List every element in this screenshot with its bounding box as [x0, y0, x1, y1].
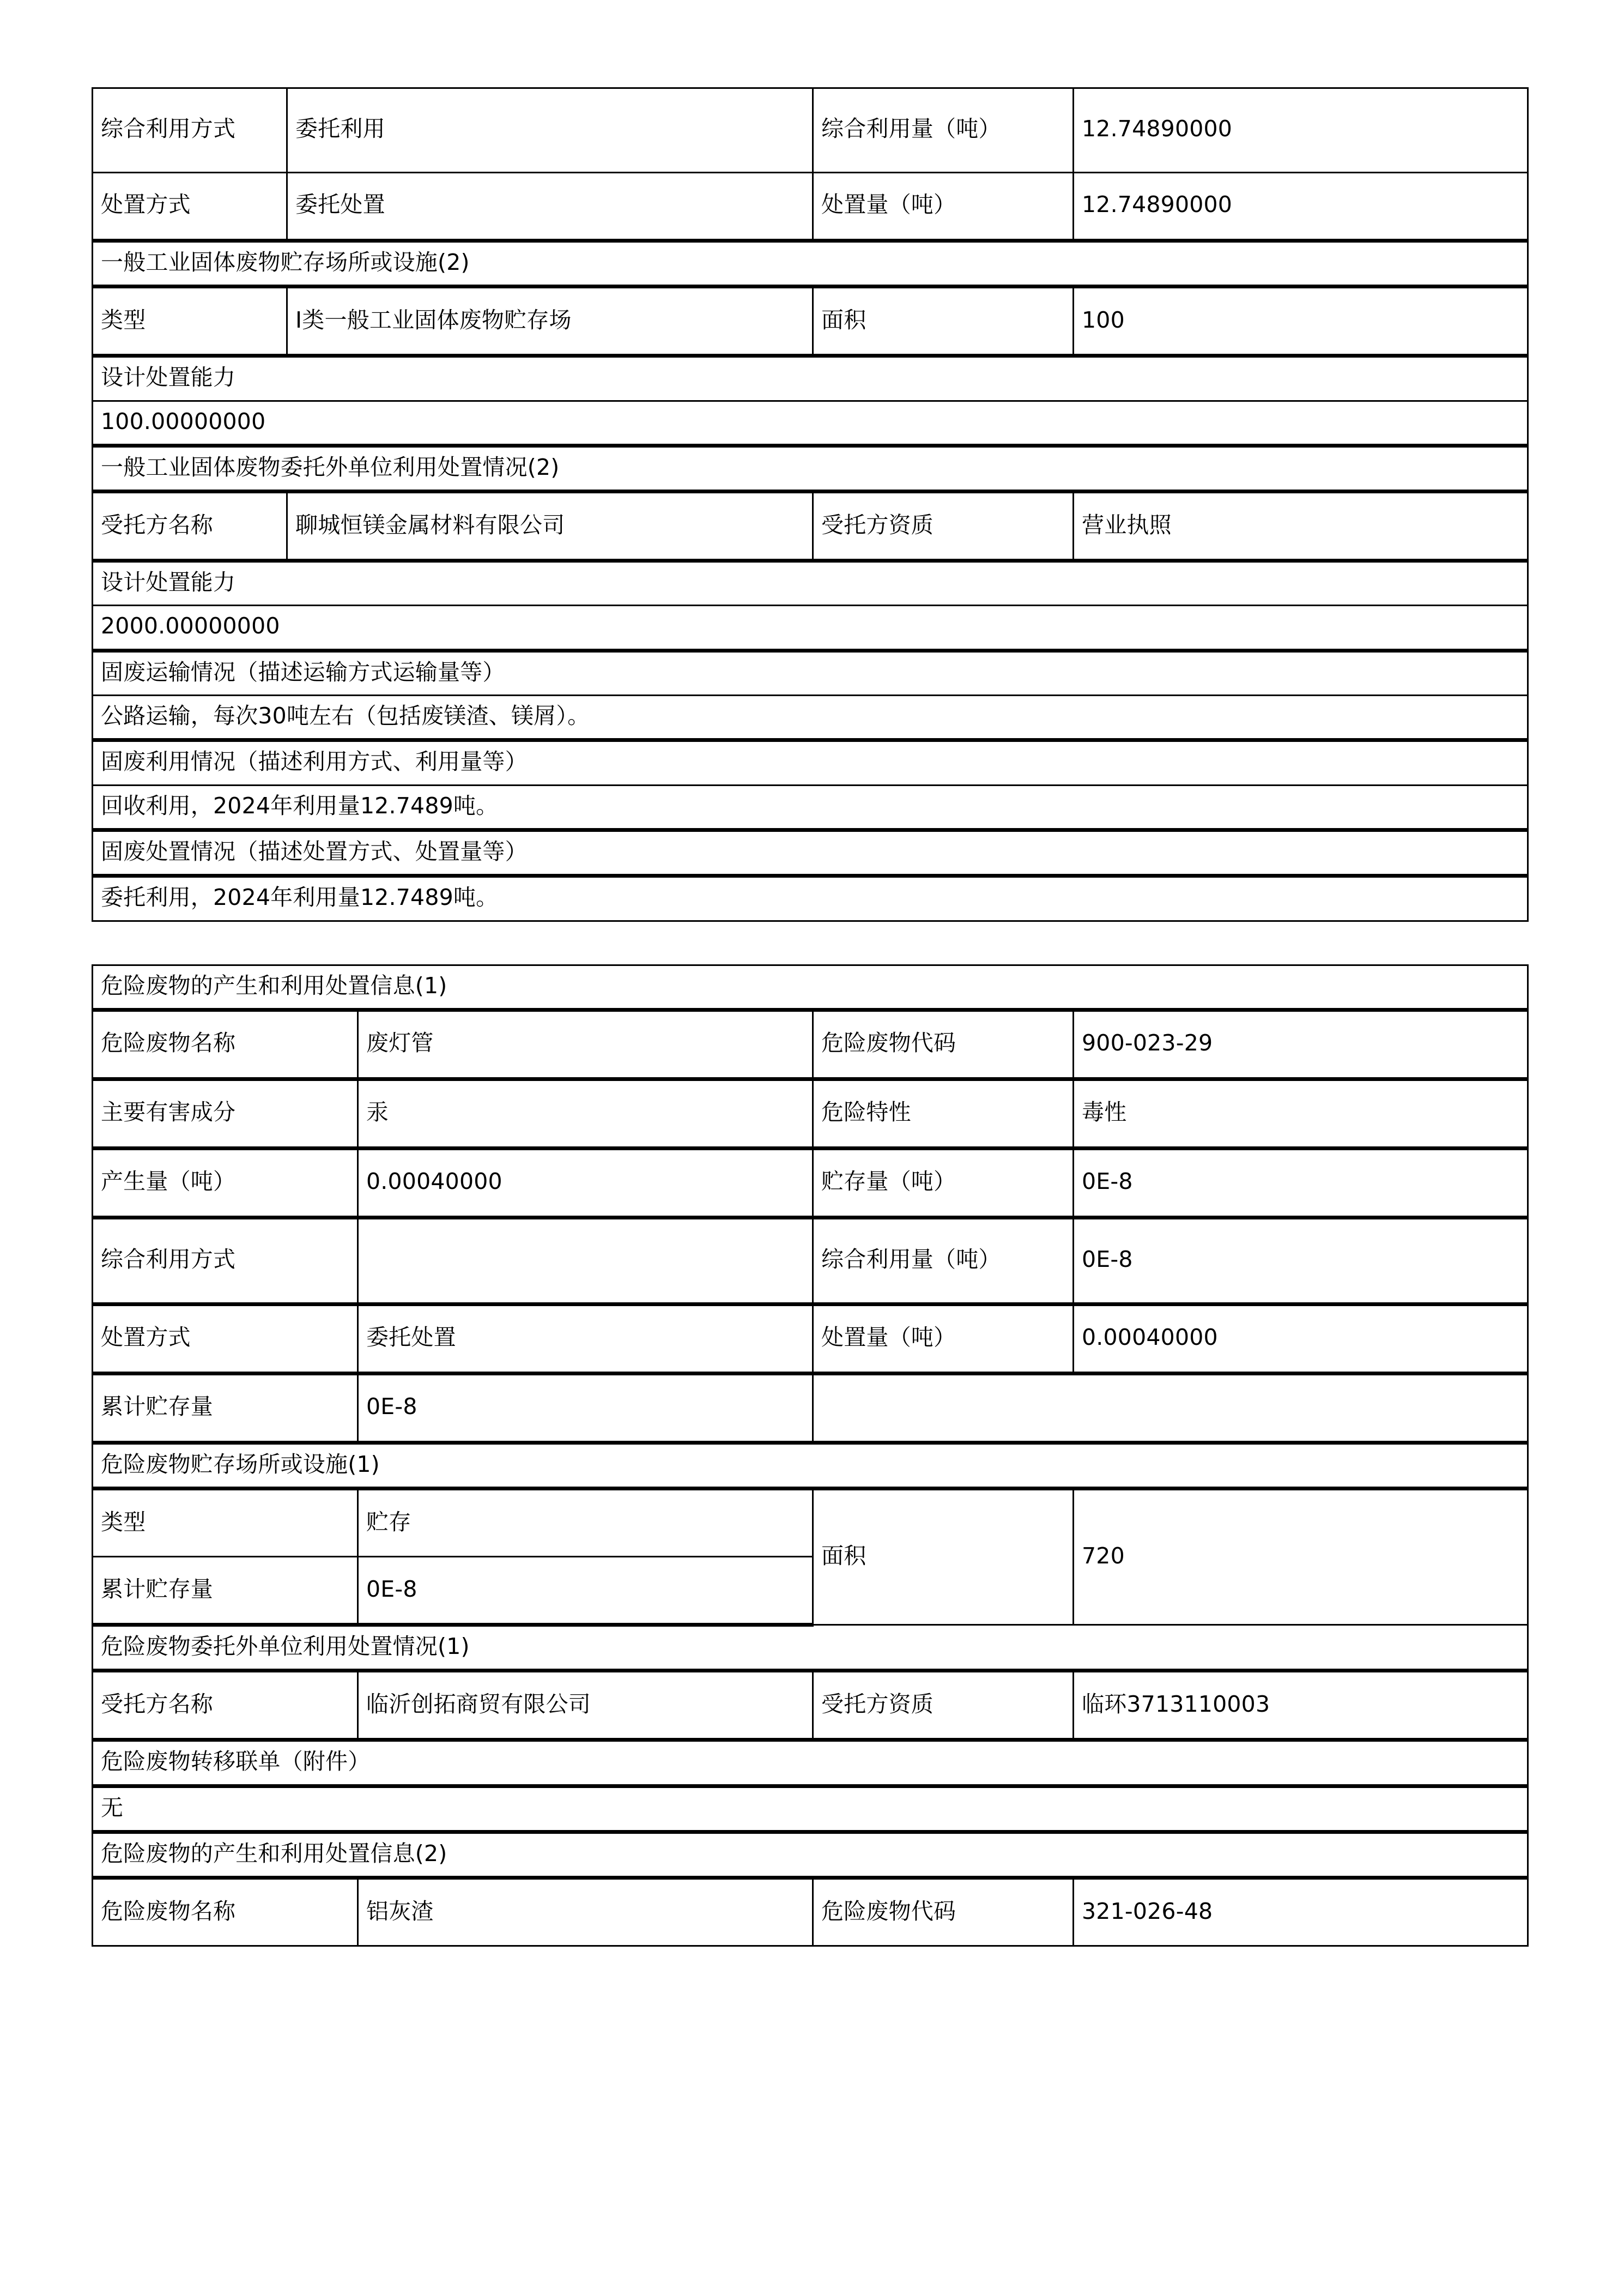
label-generation-amount: 产生量（吨）: [93, 1148, 358, 1217]
value-hw-disposal-method: 委托处置: [358, 1304, 813, 1373]
value-hw-comprehensive-utilization-method: [358, 1217, 813, 1304]
table-gap-spacer: [92, 922, 1527, 964]
label-design-disposal-capacity-1: 设计处置能力: [93, 356, 1528, 401]
value-disposal-amount: 12.74890000: [1074, 173, 1528, 241]
section-header-general-solid-waste-storage-facility: 一般工业固体废物贮存场所或设施(2): [93, 241, 1528, 287]
table-row: [93, 287, 1528, 356]
table-row: [93, 606, 1528, 650]
section-header-hazardous-waste-entrusted-disposal: 危险废物委托外单位利用处置情况(1): [93, 1625, 1528, 1671]
label-main-harmful-component: 主要有害成分: [93, 1079, 358, 1148]
table-row: [93, 492, 1528, 561]
table-row: [93, 1489, 1528, 1557]
section-row: [93, 965, 1528, 1010]
label-hw-storage-area: 面积: [813, 1489, 1074, 1625]
table-row: [93, 785, 1528, 830]
value-comprehensive-utilization-method: 委托利用: [287, 88, 813, 173]
table-row: [93, 1878, 1528, 1946]
value-hw-storage-area: 720: [1074, 1489, 1528, 1625]
section-row: [93, 241, 1528, 287]
table-row: [93, 561, 1528, 606]
empty-cell: [813, 1373, 1528, 1442]
label-hazardous-waste-name-1: 危险废物名称: [93, 1010, 358, 1079]
hazardous-waste-table: [92, 964, 1529, 1947]
table-row: [93, 1010, 1528, 1079]
table-row: [93, 1304, 1528, 1373]
value-hw-entrusted-party-qualification: 临环3713110003: [1074, 1671, 1528, 1740]
value-hw-disposal-amount: 0.00040000: [1074, 1304, 1528, 1373]
value-hw-storage-type: 贮存: [358, 1489, 813, 1557]
table-row: [93, 1373, 1528, 1442]
value-hazard-characteristic: 毒性: [1074, 1079, 1528, 1148]
label-cumulative-storage-amount-1: 累计贮存量: [93, 1373, 358, 1442]
label-entrusted-party-name: 受托方名称: [93, 492, 287, 561]
table-row: [93, 1079, 1528, 1148]
section-header-hazardous-waste-storage-facility: 危险废物贮存场所或设施(1): [93, 1442, 1528, 1488]
section-row: [93, 1832, 1528, 1878]
label-hazardous-waste-code-2: 危险废物代码: [813, 1878, 1074, 1946]
value-hazardous-waste-transfer-manifest: 无: [93, 1786, 1528, 1832]
label-cumulative-storage-amount-2: 累计贮存量: [93, 1557, 358, 1625]
table-row: [93, 88, 1528, 173]
value-disposal-method: 委托处置: [287, 173, 813, 241]
label-hw-disposal-method: 处置方式: [93, 1304, 358, 1373]
label-disposal-amount: 处置量（吨）: [813, 173, 1074, 241]
table-row: [93, 876, 1528, 921]
section-header-hazardous-waste-info-1: 危险废物的产生和利用处置信息(1): [93, 965, 1528, 1010]
value-solid-waste-disposal-situation: 委托利用，2024年利用量12.7489吨。: [93, 876, 1528, 921]
value-hw-entrusted-party-name: 临沂创拓商贸有限公司: [358, 1671, 813, 1740]
table-row: [93, 1148, 1528, 1217]
section-row: [93, 445, 1528, 491]
label-hw-comprehensive-utilization-amount: 综合利用量（吨）: [813, 1217, 1074, 1304]
label-storage-type: 类型: [93, 287, 287, 356]
table-row: [93, 1217, 1528, 1304]
section-header-hazardous-waste-info-2: 危险废物的产生和利用处置信息(2): [93, 1832, 1528, 1878]
table-row: [93, 1671, 1528, 1740]
label-solid-waste-transport-situation: 固废运输情况（描述运输方式运输量等）: [93, 650, 1528, 695]
value-comprehensive-utilization-amount: 12.74890000: [1074, 88, 1528, 173]
value-hazardous-waste-name-1: 废灯管: [358, 1010, 813, 1079]
label-hazard-characteristic: 危险特性: [813, 1079, 1074, 1148]
label-entrusted-party-qualification: 受托方资质: [813, 492, 1074, 561]
table-row: [93, 650, 1528, 695]
label-design-disposal-capacity-2: 设计处置能力: [93, 561, 1528, 606]
value-main-harmful-component: 汞: [358, 1079, 813, 1148]
label-comprehensive-utilization-amount: 综合利用量（吨）: [813, 88, 1074, 173]
table-row: [93, 1740, 1528, 1786]
label-disposal-method: 处置方式: [93, 173, 287, 241]
label-hw-disposal-amount: 处置量（吨）: [813, 1304, 1074, 1373]
value-hazardous-waste-code-1: 900-023-29: [1074, 1010, 1528, 1079]
table-row: [93, 401, 1528, 445]
value-hazardous-waste-code-2: 321-026-48: [1074, 1878, 1528, 1946]
value-storage-area: 100: [1074, 287, 1528, 356]
table-row: [93, 356, 1528, 401]
table-row: [93, 173, 1528, 241]
value-storage-amount: 0E-8: [1074, 1148, 1528, 1217]
table-row: [93, 830, 1528, 875]
value-cumulative-storage-amount-2: 0E-8: [358, 1557, 813, 1625]
label-hw-entrusted-party-name: 受托方名称: [93, 1671, 358, 1740]
general-solid-waste-table: [92, 87, 1529, 922]
table-row: [93, 740, 1528, 785]
value-hazardous-waste-name-2: 铝灰渣: [358, 1878, 813, 1946]
value-cumulative-storage-amount-1: 0E-8: [358, 1373, 813, 1442]
label-solid-waste-utilization-situation: 固废利用情况（描述利用方式、利用量等）: [93, 740, 1528, 785]
value-generation-amount: 0.00040000: [358, 1148, 813, 1217]
value-solid-waste-transport-situation: 公路运输，每次30吨左右（包括废镁渣、镁屑）。: [93, 696, 1528, 740]
value-solid-waste-utilization-situation: 回收利用，2024年利用量12.7489吨。: [93, 785, 1528, 830]
label-comprehensive-utilization-method: 综合利用方式: [93, 88, 287, 173]
value-entrusted-party-name: 聊城恒镁金属材料有限公司: [287, 492, 813, 561]
label-hw-comprehensive-utilization-method: 综合利用方式: [93, 1217, 358, 1304]
label-hazardous-waste-transfer-manifest: 危险废物转移联单（附件）: [93, 1740, 1528, 1786]
label-hw-storage-type: 类型: [93, 1489, 358, 1557]
table-row: [93, 1786, 1528, 1832]
value-design-disposal-capacity-1: 100.00000000: [93, 401, 1528, 445]
value-entrusted-party-qualification: 营业执照: [1074, 492, 1528, 561]
table-row: [93, 696, 1528, 740]
label-storage-area: 面积: [813, 287, 1074, 356]
value-hw-comprehensive-utilization-amount: 0E-8: [1074, 1217, 1528, 1304]
label-hazardous-waste-code-1: 危险废物代码: [813, 1010, 1074, 1079]
label-hazardous-waste-name-2: 危险废物名称: [93, 1878, 358, 1946]
section-header-general-solid-waste-entrusted-disposal: 一般工业固体废物委托外单位利用处置情况(2): [93, 445, 1528, 491]
label-hw-entrusted-party-qualification: 受托方资质: [813, 1671, 1074, 1740]
value-design-disposal-capacity-2: 2000.00000000: [93, 606, 1528, 650]
label-solid-waste-disposal-situation: 固废处置情况（描述处置方式、处置量等）: [93, 830, 1528, 875]
section-row: [93, 1442, 1528, 1488]
label-storage-amount: 贮存量（吨）: [813, 1148, 1074, 1217]
section-row: [93, 1625, 1528, 1671]
value-storage-type: I类一般工业固体废物贮存场: [287, 287, 813, 356]
